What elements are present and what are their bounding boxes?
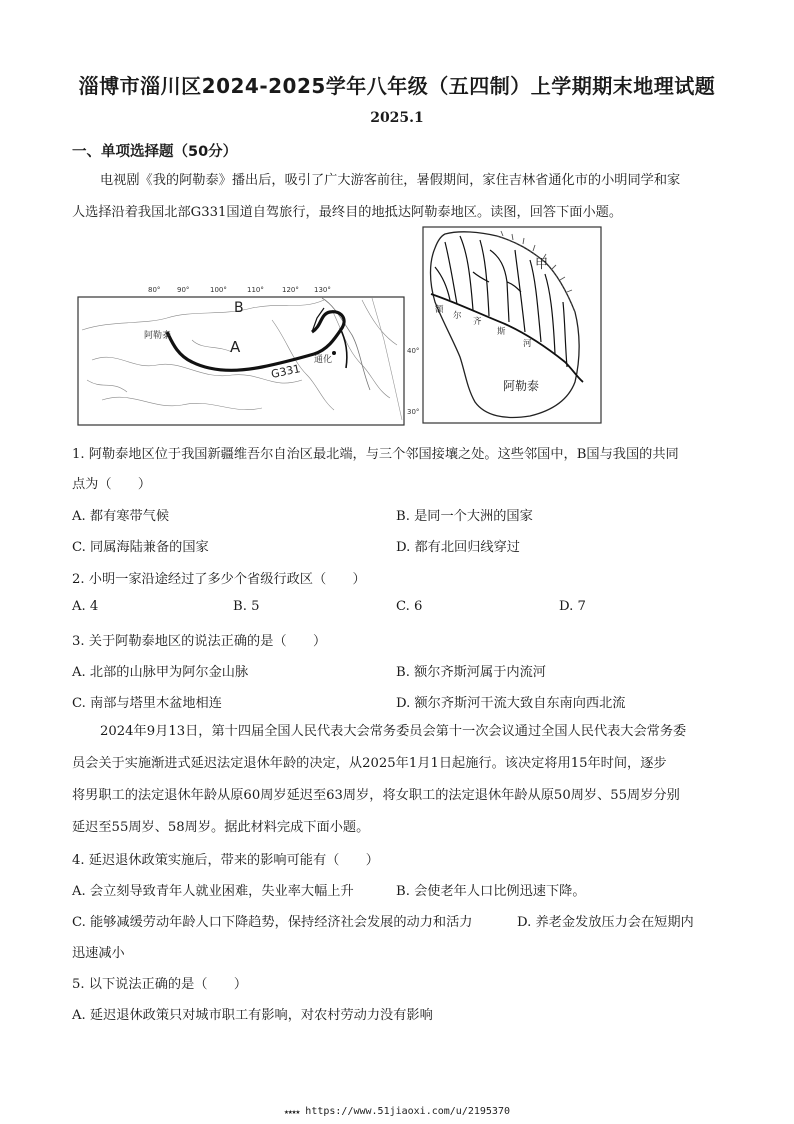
- river-char: 斯: [497, 327, 506, 337]
- footer: [0, 1106, 794, 1117]
- aletai-map-label: 阿勒泰: [144, 331, 172, 341]
- aletai-region-label: 阿勒泰: [503, 379, 540, 393]
- q2-stem: 2. 小明一家沿途经过了多少个省级行政区（ ）: [72, 572, 366, 587]
- lat-label: 30°: [407, 408, 420, 416]
- q1-option-c: C. 同属海陆兼备的国家: [72, 540, 209, 555]
- tonghua-label: 通化: [314, 355, 333, 365]
- q4-option-d-cont: 迅速减小: [72, 946, 125, 961]
- q4-option-a: A. 会立刻导致青年人就业困难，失业率大幅上升: [72, 884, 354, 899]
- g331-label: G331: [269, 362, 302, 381]
- q4-option-b: B. 会使老年人口比例迅速下降。: [396, 884, 586, 899]
- country-a-label: A: [230, 338, 241, 356]
- q3-stem: 3. 关于阿勒泰地区的说法正确的是（ ）: [72, 634, 327, 649]
- q3-option-a: A. 北部的山脉甲为阿尔金山脉: [72, 665, 249, 680]
- q4-option-d: D. 养老金发放压力会在短期内: [517, 915, 694, 930]
- lon-label: 100°: [210, 286, 227, 294]
- passage1-line2: 人选择沿着我国北部G331国道自驾旅行，最终目的地抵达阿勒泰地区。读图，回答下面小题。: [72, 205, 623, 220]
- q2-option-a: A. 4: [72, 599, 99, 614]
- exam-date: 2025.1: [370, 110, 424, 126]
- section-heading: 一、单项选择题（50分）: [72, 144, 238, 160]
- q4-option-c: C. 能够减缓劳动年龄人口下降趋势，保持经济社会发展的动力和活力: [72, 915, 473, 930]
- q3-option-d: D. 额尔齐斯河干流大致自东南向西北流: [396, 696, 626, 711]
- passage2-line2: 员会关于实施渐进式延迟法定退休年龄的决定，从2025年1月1日起施行。该决定将用15年时间，逐步: [72, 756, 667, 771]
- page-title: 淄博市淄川区2024-2025学年八年级（五四制）上学期期末地理试题: [78, 74, 716, 98]
- passage2-line3: 将男职工的法定退休年龄从原60周岁延迟至63周岁，将女职工的法定退休年龄从原50周岁、55周岁分别: [72, 788, 680, 803]
- q5-stem: 5. 以下说法正确的是（ ）: [72, 977, 248, 992]
- lon-label: 120°: [282, 286, 299, 294]
- river-char: 齐: [473, 317, 482, 327]
- q2-option-b: B. 5: [233, 599, 260, 614]
- lon-label: 80°: [148, 286, 161, 294]
- passage1-line1: 电视剧《我的阿勒泰》播出后，吸引了广大游客前往，暑假期间，家住吉林省通化市的小明同学和家: [100, 173, 681, 188]
- q1-option-a: A. 都有寒带气候: [72, 509, 170, 524]
- map-northern-china: [72, 280, 408, 430]
- q3-option-b: B. 额尔齐斯河属于内流河: [396, 665, 546, 680]
- passage2-line4: 延迟至55周岁、58周岁。据此材料完成下面小题。: [72, 820, 370, 835]
- footer-url[interactable]: https://www.51jiaoxi.com/u/2195370: [305, 1106, 510, 1117]
- lon-label: 110°: [247, 286, 264, 294]
- q5-option-a: A. 延迟退休政策只对城市职工有影响，对农村劳动力没有影响: [72, 1008, 433, 1023]
- q1-option-b: B. 是同一个大洲的国家: [396, 509, 533, 524]
- map-aletai-region: [405, 222, 605, 427]
- q1-stem-line2: 点为（ ）: [72, 477, 152, 492]
- lon-label: 90°: [177, 286, 190, 294]
- q4-stem: 4. 延迟退休政策实施后，带来的影响可能有（ ）: [72, 853, 379, 868]
- river-char: 河: [523, 339, 532, 349]
- q3-option-c: C. 南部与塔里木盆地相连: [72, 696, 222, 711]
- lat-label: 40°: [407, 347, 420, 355]
- q2-option-c: C. 6: [396, 599, 423, 614]
- country-b-label: B: [234, 300, 244, 316]
- footer-stars: ★★★★: [284, 1107, 300, 1116]
- river-char: 额: [435, 305, 444, 315]
- q1-stem-line1: 1. 阿勒泰地区位于我国新疆维吾尔自治区最北端，与三个邻国接壤之处。这些邻国中，B国与我国的共同: [72, 447, 679, 462]
- mountain-jia-label: 甲: [535, 257, 549, 272]
- q2-option-d: D. 7: [559, 599, 586, 614]
- q1-option-d: D. 都有北回归线穿过: [396, 540, 520, 555]
- lon-label: 130°: [314, 286, 331, 294]
- passage2-line1: 2024年9月13日，第十四届全国人民代表大会常务委员会第十一次会议通过全国人民代表大会常务委: [100, 724, 687, 739]
- river-char: 尔: [453, 311, 462, 321]
